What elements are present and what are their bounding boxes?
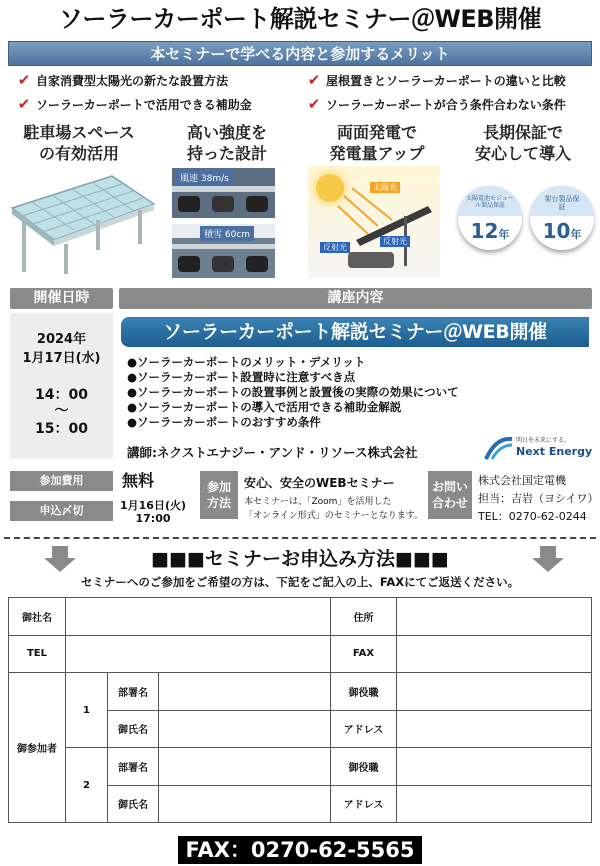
- email-label: アドレス: [331, 785, 397, 823]
- dept-label: 部署名: [108, 673, 159, 711]
- page-title: ソーラーカーポート解説セミナー＠WEB開催: [58, 5, 542, 33]
- list-item: ●ソーラーカーポートの設置事例と設置後の実際の効果について: [127, 385, 459, 399]
- merit-item: ✔ 屋根置きとソーラーカーポートの違いと比較: [307, 71, 566, 89]
- next-energy-logo: 明日を未来にする。 Next Energy: [484, 433, 588, 463]
- position-label: 御役職: [331, 673, 397, 711]
- merit-item: ✔ ソーラーカーポートが合う条件合わない条件: [307, 95, 566, 113]
- date-header: 開催日時: [10, 288, 113, 309]
- fee-value: 無料: [122, 471, 155, 490]
- company-field[interactable]: [66, 598, 331, 636]
- merit-banner: 本セミナーで学べる内容と参加するメリット: [8, 41, 592, 66]
- dept-field[interactable]: [159, 748, 331, 786]
- address-label: 住所: [331, 598, 397, 636]
- participant-number: 1: [66, 673, 108, 748]
- course-title: ソーラーカーポート解説セミナー＠WEB開催: [121, 317, 589, 347]
- method-label: 参加 方法: [200, 471, 238, 519]
- contact-company: 株式会社国定電機: [478, 474, 566, 487]
- fee-label: 参加費用: [10, 471, 113, 491]
- contact-tel: TEL：0270-62-0244: [478, 510, 587, 523]
- contact-label: お問い 合わせ: [428, 471, 472, 519]
- check-icon: ✔: [17, 71, 31, 89]
- lecturer: 講師:ネクストエナジー・アンド・リソース株式会社: [127, 445, 418, 460]
- list-item: ●ソーラーカーポートのおすすめ条件: [127, 415, 321, 429]
- email-field[interactable]: [397, 710, 592, 748]
- email-field[interactable]: [397, 785, 592, 823]
- down-arrow-icon: [532, 546, 564, 572]
- check-icon: ✔: [17, 95, 31, 113]
- merit-item: ✔ 自家消費型太陽光の新たな設置方法: [17, 71, 229, 89]
- list-item: ●ソーラーカーポートのメリット・デメリット: [127, 355, 366, 369]
- deadline-label: 申込〆切: [10, 501, 113, 521]
- deadline-date: 1月16日(火): [119, 499, 187, 512]
- carport-illustration: [8, 168, 158, 278]
- course-bullet-list: [127, 355, 459, 430]
- dept-field[interactable]: [159, 673, 331, 711]
- apply-heading: ■■■セミナーお申込み方法■■■: [151, 548, 449, 570]
- course-header: 講座内容: [119, 288, 592, 309]
- apply-instructions: セミナーへのご参加をご希望の方は、下記をご記入の上、FAXにてご返送ください。: [80, 575, 520, 589]
- list-item: ●ソーラーカーポート設置時に注意すべき点: [127, 370, 356, 384]
- participant-number: 2: [66, 748, 108, 823]
- fax-number-banner: FAX：0270-62-5565: [0, 836, 600, 864]
- snow-photo: 積雪 60cm: [172, 224, 275, 278]
- name-label: 御氏名: [108, 710, 159, 748]
- address-field[interactable]: [397, 598, 592, 636]
- bifacial-diagram: 太陽光 反射光 反射光: [308, 166, 440, 278]
- name-label: 御氏名: [108, 785, 159, 823]
- application-form: [8, 597, 592, 823]
- deadline-time: 17:00: [135, 512, 171, 525]
- check-icon: ✔: [307, 71, 321, 89]
- tel-field[interactable]: [66, 635, 331, 673]
- feature-heading: 駐車場スペース の有効活用: [23, 123, 135, 163]
- feature-heading: 高い強度を 持った設計: [186, 123, 267, 163]
- name-field[interactable]: [159, 710, 331, 748]
- position-label: 御役職: [331, 748, 397, 786]
- method-desc-1: 本セミナーは、「Zoom」を活用した: [244, 497, 392, 507]
- feature-heading: 両面発電で 発電量アップ: [329, 123, 425, 163]
- method-desc-2: 「オンライン形式」のセミナーとなります。: [244, 511, 424, 521]
- cut-line: [4, 537, 596, 539]
- name-field[interactable]: [159, 785, 331, 823]
- merit-item: ✔ ソーラーカーポートで活用できる補助金: [17, 95, 252, 113]
- position-field[interactable]: [397, 673, 592, 711]
- method-title: 安心、安全のWEBセミナー: [244, 476, 395, 490]
- feature-heading: 長期保証で 安心して導入: [474, 123, 571, 163]
- wind-photo: 風速 38m/s: [172, 168, 275, 218]
- list-item: ●ソーラーカーポートの導入で活用できる補助金解説: [127, 400, 402, 414]
- tel-label: TEL: [9, 635, 66, 673]
- warranty-badge-frame: 架台製品保証 10年: [530, 186, 594, 250]
- position-field[interactable]: [397, 748, 592, 786]
- warranty-badge-module: 太陽電池モジュール製品保証 12年: [458, 186, 522, 250]
- participants-label: 御参加者: [9, 673, 66, 823]
- next-energy-logo-icon: [484, 435, 514, 461]
- dept-label: 部署名: [108, 748, 159, 786]
- fax-label: FAX: [331, 635, 397, 673]
- down-arrow-icon: [44, 546, 76, 572]
- check-icon: ✔: [307, 95, 321, 113]
- fax-field[interactable]: [397, 635, 592, 673]
- contact-person: 担当：吉岩（ヨシイワ）: [478, 492, 599, 505]
- company-label: 御社名: [9, 598, 66, 636]
- date-box: 2024年 1月17日(水) 14：00 ～ 15：00: [10, 313, 113, 459]
- email-label: アドレス: [331, 710, 397, 748]
